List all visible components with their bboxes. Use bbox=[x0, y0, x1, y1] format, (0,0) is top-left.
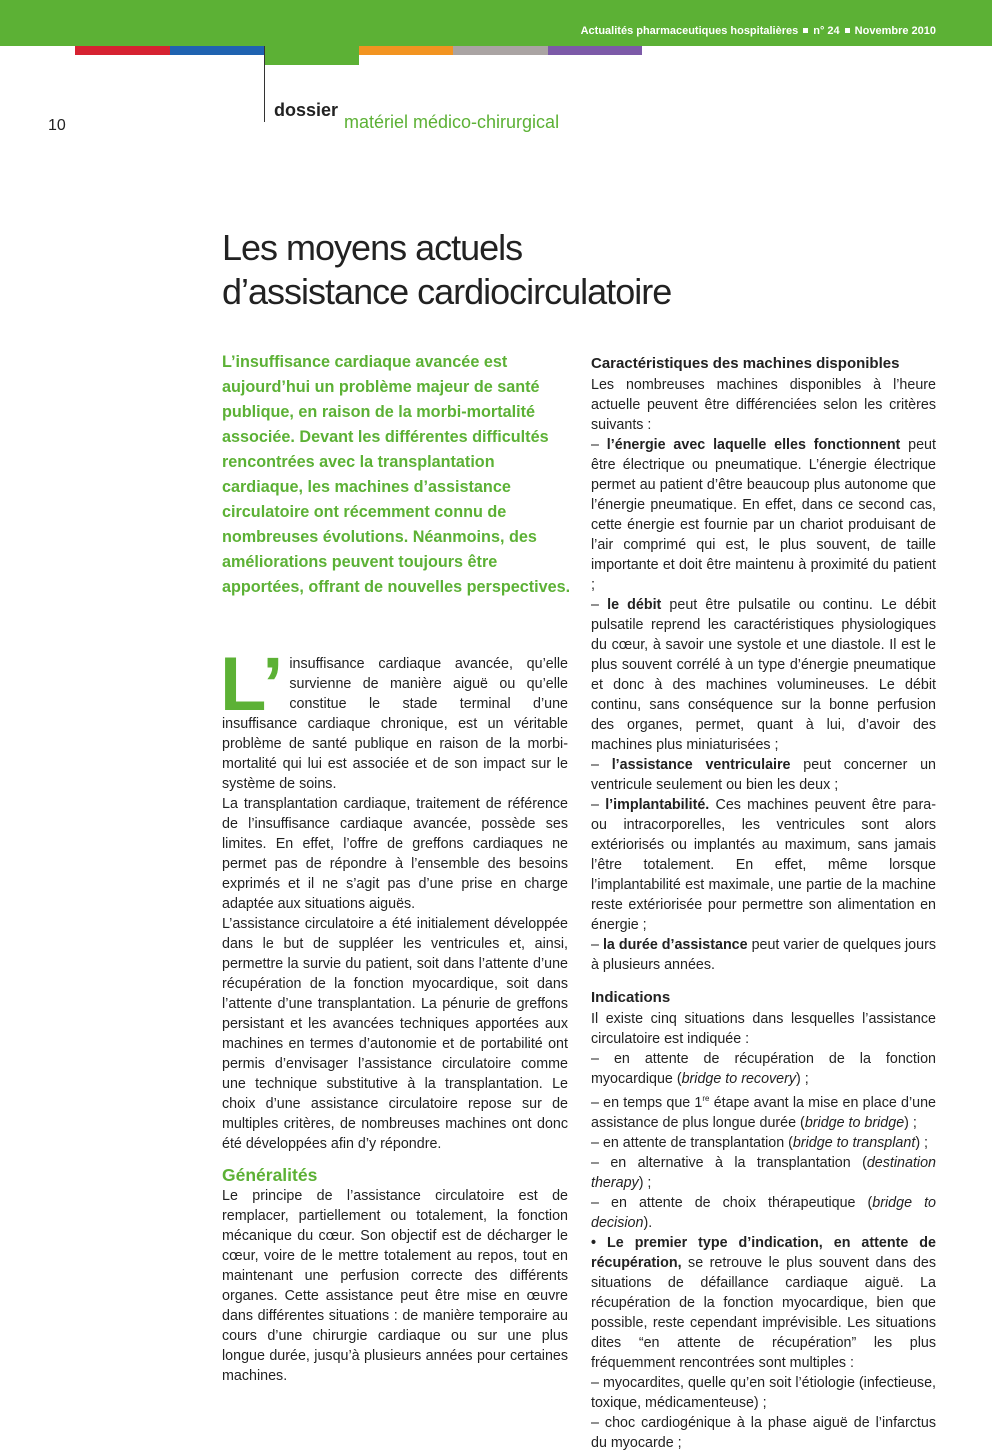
caracteristiques-heading: Caractéristiques des machines disponibles bbox=[591, 355, 900, 372]
left-column bbox=[220, 642, 568, 1386]
page-number: 10 bbox=[48, 117, 66, 134]
color-stripe-orange bbox=[359, 46, 453, 55]
criterion-energie: – l’énergie avec laquelle elles fonctionnent peut être électrique ou pneumatique. L’énergie électrique permet au patient d’être beaucoup plus autonome que l’énergie pneumatique. En effet, dans ce second cas, cette énergie est fournie par un chariot produisant de l’air comprimé qui est, le plus souvent, de taille importante et doit être maintenu à proximité du patient ; bbox=[591, 437, 936, 593]
rubric-divider bbox=[264, 46, 265, 122]
generalites-heading: Généralités bbox=[222, 1165, 318, 1185]
premier-type-paragraph: • Le premier type d’indication, en attente de récupération, se retrouve le plus souvent dans des situations de défaillance cardiaque aiguë. La récupération de la fonction myocardique, bien que possible, reste cependant imprévisible. Les situations dites “en attente de récupération” les plus fréquemment rencontrées sont multiples : bbox=[591, 1234, 936, 1371]
rubric-label: dossier bbox=[274, 100, 339, 120]
right-column bbox=[591, 353, 936, 1453]
intro-paragraph-3: L’assistance circulatoire a été initialement développée dans le but de suppléer les ventricules et, ainsi, permettre la survie du patient, soit dans l’attente d’une récupération de la fonction myocardique, soit dans l’attente d’une transplantation. La pénurie de greffons persistant et les avancées techniques apportées aux machines en termes d’autonomie et de portabilité ont permis d’envisager l’assistance circulatoire comme une technique substitutive à la transplantation. Le choix d’une assistance circulatoire repose sur de multiples critères, de nombreuses machines ont donc été développées afin d’y répondre. bbox=[222, 916, 568, 1152]
separator-square-icon bbox=[845, 28, 850, 33]
drop-cap: L’ bbox=[220, 642, 284, 727]
indications-intro: Il existe cinq situations dans lesquelles l’assistance circulatoire est indiquée : bbox=[591, 1011, 936, 1047]
journal-name: Actualités pharmaceutiques hospitalières bbox=[580, 25, 799, 37]
color-stripe-green bbox=[264, 46, 359, 65]
issue-date: Novembre 2010 bbox=[854, 25, 936, 37]
choc-item: – choc cardiogénique à la phase aiguë de l’infarctus du myocarde ; bbox=[591, 1414, 936, 1451]
journal-info bbox=[581, 25, 936, 37]
color-stripe-grey bbox=[453, 46, 548, 55]
indication-item-3: – en attente de transplantation (bridge to transplant) ; bbox=[591, 1134, 929, 1151]
indication-item-4: – en alternative à la transplantation (destination therapy) ; bbox=[591, 1154, 936, 1191]
subrubric-label: matériel médico-chirurgical bbox=[344, 112, 560, 132]
criterion-implantabilite: – l’implantabilité. Ces machines peuvent être para- ou intracorporelles, les ventricules sont alors extériorisés ou implantés au maximum, sans jamais l’être totalement. En effet, même lorsque l’implantabilité est maximale, une partie de la machine reste extériorisée pour permettre son alimentation en énergie ; bbox=[591, 797, 936, 933]
criterion-debit: – le débit peut être pulsatile ou continu. Le débit pulsatile reprend les caractéristiques physiologiques du cœur, à savoir une systole et une diastole. Il est le plus souvent corrélé à un type d’énergie pneumatique et donc à des machines volumineuses. Le débit continu, sans conséquence sur la bonne perfusion des organes, permet, quant à lui, d’avoir des machines plus miniaturisées ; bbox=[591, 597, 936, 753]
indication-item-1: – en attente de récupération de la fonction myocardique (bridge to recovery) ; bbox=[591, 1051, 936, 1087]
indication-item-2: – en temps que 1re étape avant la mise en place d’une assistance de plus longue durée (bridge to bridge) ; bbox=[591, 1094, 936, 1131]
issue-number: n° 24 bbox=[813, 25, 840, 37]
title-line-1: Les moyens actuels bbox=[222, 227, 523, 268]
article-title bbox=[222, 226, 922, 314]
myocardites-item: – myocardites, quelle qu’en soit l’étiologie (infectieuse, toxique, médicamenteuse) ; bbox=[591, 1374, 936, 1411]
criterion-ventriculaire: – l’assistance ventriculaire peut concerner un ventricule seulement ou bien les deux ; bbox=[591, 757, 936, 793]
title-line-2: d’assistance cardiocirculatoire bbox=[222, 271, 672, 312]
separator-square-icon bbox=[803, 28, 808, 33]
article-lead: L’insuffisance cardiaque avancée est aujourd’hui un problème majeur de santé publique, en raison de la morbi-mortalité associée. Devant les différentes difficultés rencontrées avec la transplantation cardiaque, les machines d’assistance circulatoire ont récemment connu de nombreuses évolutions. Néanmoins, des améliorations peuvent toujours être apportées, offrant de nouvelles perspectives. bbox=[222, 353, 571, 596]
intro-paragraph-2: La transplantation cardiaque, traitement de référence de l’insuffisance cardiaque avancée, possède ses limites. En effet, l’offre de greffons cardiaques ne permet pas de répondre à l’ensemble des besoins exprimés et il ne s’agit pas d’une prise en charge adaptée aux situations aiguës. bbox=[222, 796, 568, 912]
criterion-duree: – la durée d’assistance peut varier de quelques jours à plusieurs années. bbox=[591, 937, 936, 973]
color-stripe-red bbox=[75, 46, 170, 55]
color-stripe-blue bbox=[170, 46, 264, 55]
header-bar bbox=[0, 0, 992, 46]
indication-item-5: – en attente de choix thérapeutique (bridge to decision). bbox=[591, 1194, 936, 1231]
intro-paragraph-1: L’ insuffisance cardiaque avancée, qu’elle survienne de manière aiguë ou qu’elle constitue le stade terminal d’une insuffisance cardiaque chronique, est un véritable problème de santé publique en raison de la morbi-mortalité qui lui est associée et de son impact sur le système de soins. bbox=[220, 642, 568, 792]
generalites-paragraph: Le principe de l’assistance circulatoire est de remplacer, partiellement ou totalement, la fonction mécanique du cœur. Son objectif est de décharger le cœur, voire de le mettre totalement au repos, tout en maintenant une perfusion correcte des différents organes. Cette assistance peut être mise en œuvre dans différentes situations : de manière temporaire au cours d’une chirurgie cardiaque ou sur une plus longue durée, jusqu’à plusieurs années pour certaines machines. bbox=[222, 1188, 568, 1384]
caracteristiques-intro: Les nombreuses machines disponibles à l’heure actuelle peuvent être différenciées selon les critères suivants : bbox=[591, 377, 936, 433]
color-stripe-purple bbox=[548, 46, 642, 55]
indications-heading: Indications bbox=[591, 989, 671, 1006]
